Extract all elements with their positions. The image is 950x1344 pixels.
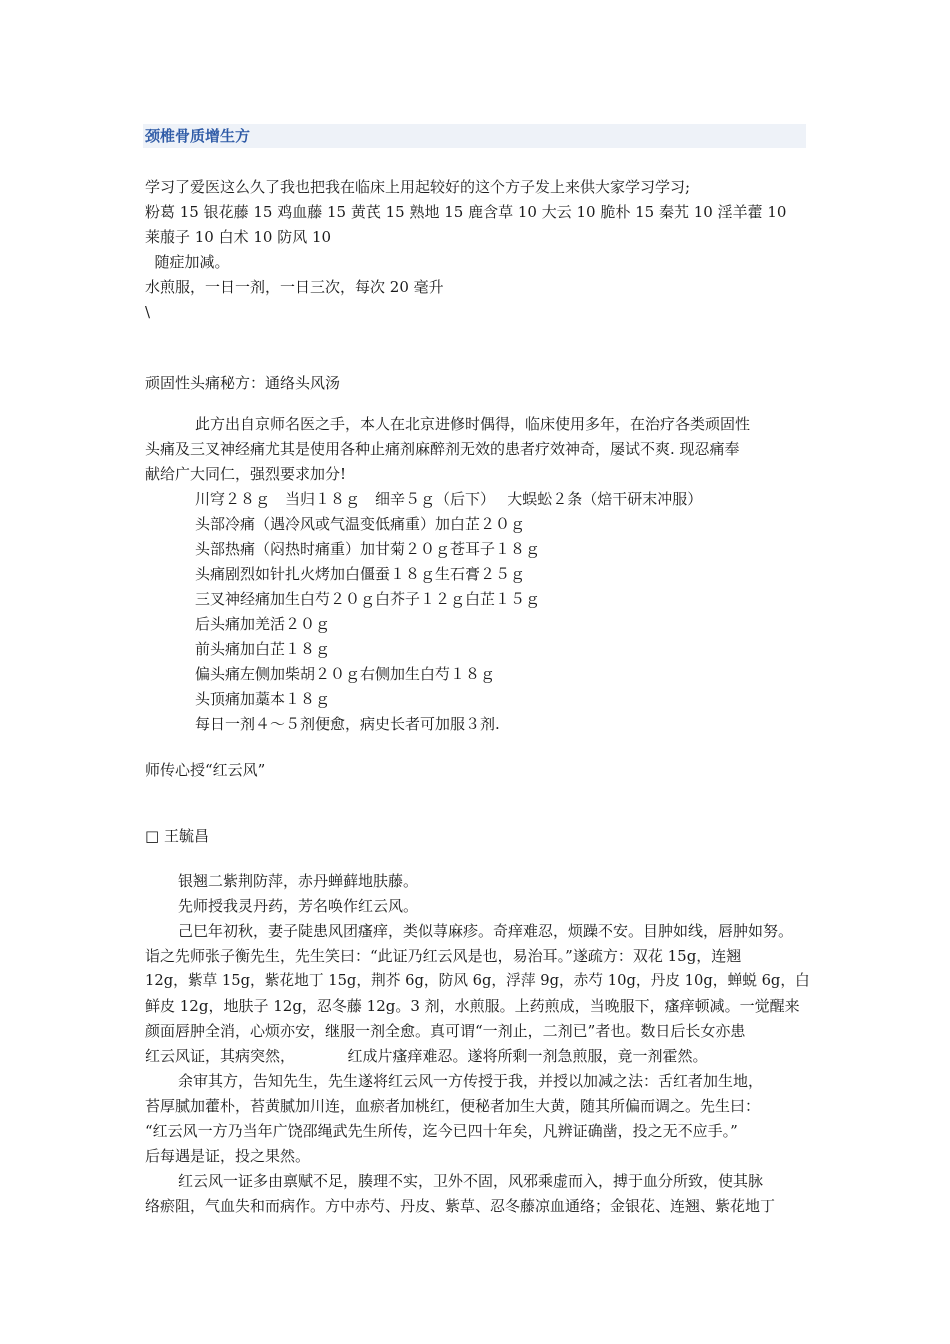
section3-line: 红云风证，其病突然， 红成片瘙痒难忍。遂将所剩一剂急煎服，竟一剂霍然。	[145, 1047, 708, 1065]
section2-item: 前头痛加白芷１８ｇ	[195, 640, 331, 658]
section3-line: 己巳年初秋，妻子陡患风团瘙痒，类似荨麻疹。奇痒难忍，烦躁不安。目肿如线，唇肿如努。	[178, 922, 794, 940]
section3-line: 苔厚腻加藿朴，苔黄腻加川连，血瘀者加桃红，便秘者加生大黄，随其所偏而调之。先生曰：	[145, 1097, 761, 1115]
section2-item: 头痛剧烈如针扎火烤加白僵蚕１８ｇ生石膏２５ｇ	[195, 565, 526, 583]
section1-line: 学习了爱医这么久了我也把我在临床上用起较好的这个方子发上来供大家学习学习;	[145, 178, 691, 196]
section2-item: 头顶痛加藁本１８ｇ	[195, 690, 331, 708]
section3-line: 后每遇是证，投之果然。	[145, 1147, 311, 1165]
section1-line: 水煎服，一日一剂，一日三次，每次 20 毫升	[145, 278, 444, 296]
section3-line: 红云风一证多由禀赋不足，腠理不实，卫外不固，风邪乘虚而入，搏于血分所致，使其脉	[178, 1172, 764, 1190]
section1-line: \	[145, 303, 151, 321]
section2-item: 头部冷痛（遇冷风或气温变低痛重）加白芷２０ｇ	[195, 515, 526, 533]
section3-title: 师传心授“红云风”	[145, 761, 266, 779]
section2-paragraph-line: 献给广大同仁，强烈要求加分!	[145, 465, 347, 483]
section1-line: 莱菔子 10 白术 10 防风 10	[145, 228, 332, 246]
section3-line: “红云风一方乃当年广饶邵绳武先生所传，迄今已四十年矣，凡辨证确凿，投之无不应手。”	[145, 1122, 738, 1140]
section3-line: 鲜皮 12g，地肤子 12g，忍冬藤 12g。3 剂，水煎服。上药煎成，当晚服下，瘙痒顿减。一觉醒来	[145, 997, 800, 1015]
section3-line: 先师授我灵丹药，芳名唤作红云风。	[178, 897, 419, 915]
section2-item: 后头痛加羌活２０ｇ	[195, 615, 331, 633]
section1-line: 随症加减。	[145, 253, 230, 271]
section2-item: 头部热痛（闷热时痛重）加甘菊２０ｇ苍耳子１８ｇ	[195, 540, 541, 558]
section1-line: 粉葛 15 银花藤 15 鸡血藤 15 黄芪 15 熟地 15 鹿含草 10 大云 10 脆朴 15 秦艽 10 淫羊藿 10	[145, 203, 787, 221]
section2-paragraph-line: 头痛及三叉神经痛尤其是使用各种止痛剂麻醉剂无效的患者疗效神奇，屡试不爽. 现忍痛奉	[145, 440, 740, 458]
section3-line: 银翘二紫荆防萍，赤丹蝉藓地肤藤。	[178, 872, 419, 890]
section2-item: 偏头痛左侧加柴胡２０ｇ右侧加生白芍１８ｇ	[195, 665, 496, 683]
section2-paragraph-line: 此方出自京师名医之手，本人在北京进修时偶得，临床使用多年，在治疗各类顽固性	[195, 415, 751, 433]
section3-line: 络瘀阻，气血失和而病作。方中赤芍、丹皮、紫草、忍冬藤凉血通络；金银花、连翘、紫花地丁	[145, 1197, 776, 1215]
section2-item: 三叉神经痛加生白芍２０ｇ白芥子１２ｇ白芷１５ｇ	[195, 590, 541, 608]
section3-line: 诣之先师张子衡先生，先生笑曰：“此证乃红云风是也，易治耳。”遂疏方：双花 15g，连翘	[145, 947, 742, 965]
section3-line: 12g，紫草 15g，紫花地丁 15g，荆芥 6g，防风 6g，浮萍 9g，赤芍 10g，丹皮 10g，蝉蜕 6g，白	[145, 972, 810, 989]
section1-title: 颈椎骨质增生方	[145, 127, 251, 145]
section2-item: 每日一剂４～５剂便愈，病史长者可加服３剂.	[195, 715, 500, 733]
section3-line: 余审其方，告知先生，先生遂将红云风一方传授于我，并授以加减之法：舌红者加生地，	[178, 1072, 764, 1090]
section3-line: 颜面唇肿全消，心烦亦安，继服一剂全愈。真可谓“一剂止，二剂已”者也。数日后长女亦患	[145, 1022, 746, 1040]
section3-author: □ 王毓昌	[145, 827, 209, 845]
section2-title: 顽固性头痛秘方：通络头风汤	[145, 374, 341, 392]
section2-item: 川穹２８ｇ 当归１８ｇ 细辛５ｇ（后下） 大蜈蚣２条（焙干研末冲服）	[195, 490, 703, 508]
